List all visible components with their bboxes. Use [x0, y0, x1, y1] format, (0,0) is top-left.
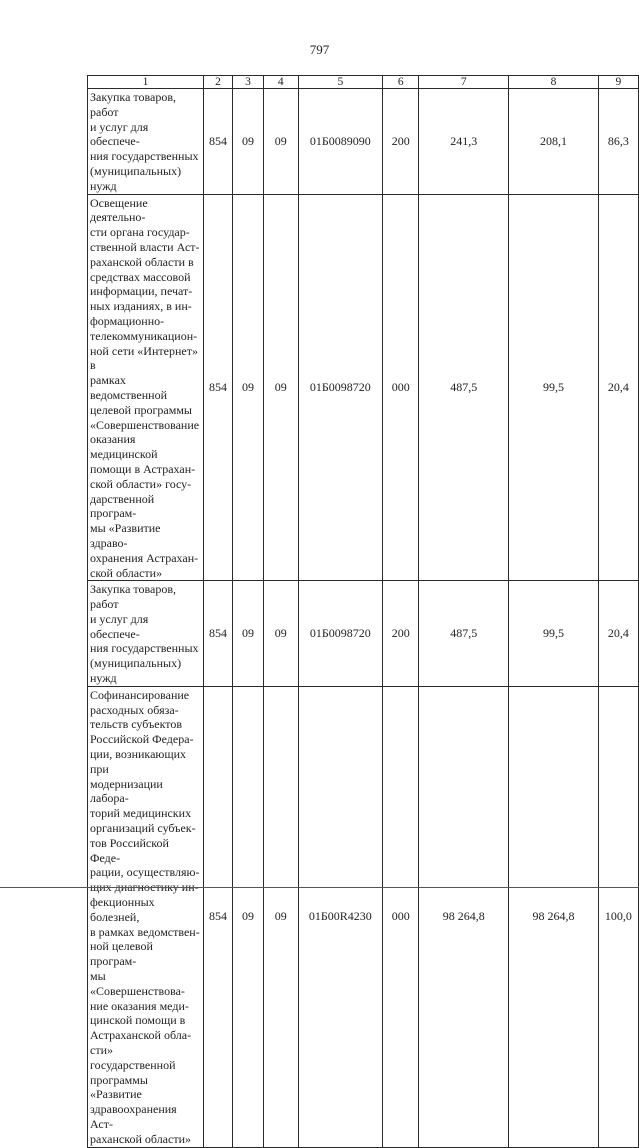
code-ministry-cell: 854 — [203, 581, 232, 687]
description-line: ния государственных — [90, 149, 199, 164]
target-article-cell: 01Б0089090 — [298, 89, 382, 195]
target-article-cell: 01Б0098720 — [298, 581, 382, 687]
table-row — [88, 89, 639, 195]
description-line: рации, осуществляю- — [90, 865, 200, 880]
description-line: в рамках ведомствен- — [90, 924, 200, 939]
bottom-rule — [0, 887, 639, 888]
expense-type-cell: 200 — [382, 581, 419, 687]
column-number: 2 — [203, 76, 232, 89]
description-line: Софинансирование — [90, 687, 190, 702]
column-number: 5 — [298, 76, 382, 89]
percent-cell: 86,3 — [598, 89, 638, 195]
section-cell: 09 — [233, 89, 264, 195]
description-line: помощи в Астрахан- — [90, 461, 196, 476]
description-line: мы «Развитие здраво- — [90, 521, 161, 550]
column-number: 7 — [419, 76, 509, 89]
description-line: целевой программы — [90, 402, 192, 417]
plan-amount-cell: 487,5 — [419, 194, 509, 581]
plan-amount-cell: 241,3 — [419, 89, 509, 195]
column-number: 9 — [598, 76, 638, 89]
section-cell: 09 — [233, 581, 264, 687]
percent-cell: 20,4 — [598, 194, 638, 581]
description-line: торий медицинских — [90, 806, 192, 821]
table-row — [88, 194, 639, 581]
budget-table — [87, 75, 639, 1148]
description-line: раханской области в — [90, 254, 194, 269]
description-line: нужд — [90, 178, 117, 193]
code-ministry-cell: 854 — [203, 686, 232, 1147]
description-line: и услуг для обеспече- — [90, 611, 149, 641]
subsection-cell: 09 — [263, 686, 298, 1147]
section-cell: 09 — [233, 194, 264, 581]
description-line: ных изданиях, в ин- — [90, 299, 192, 314]
description-line: ние оказания меди- — [90, 998, 189, 1013]
description-line: Освещение деятельно- — [90, 195, 148, 225]
table-row — [88, 686, 639, 1147]
column-number: 4 — [263, 76, 298, 89]
description-cell — [88, 686, 204, 1147]
description-line: ции, возникающих при — [90, 747, 187, 776]
executed-amount-cell: 99,5 — [509, 581, 599, 687]
description-line: дарственной програм- — [90, 491, 155, 521]
description-line: Закупка товаров, работ — [90, 90, 176, 119]
description-line: мы «Совершенствова- — [90, 969, 185, 998]
description-line: раханской области» — [90, 1131, 191, 1146]
description-line: ской области» госу- — [90, 476, 192, 491]
description-line: тельств субъектов — [90, 717, 183, 732]
executed-amount-cell: 99,5 — [509, 194, 599, 581]
column-number: 1 — [88, 76, 204, 89]
target-article-cell: 01Б0098720 — [298, 194, 382, 581]
page-number: 797 — [309, 42, 330, 57]
description-line: (муниципальных) — [90, 163, 182, 178]
description-line: сти органа государ- — [90, 225, 190, 240]
subsection-cell: 09 — [263, 581, 298, 687]
percent-cell: 20,4 — [598, 581, 638, 687]
plan-amount-cell: 98 264,8 — [419, 686, 509, 1147]
description-line: фекционных болезней, — [90, 895, 155, 924]
description-line: ной целевой програм- — [90, 939, 153, 969]
description-line: телекоммуникацион- — [90, 328, 198, 343]
description-line: модернизации лабора- — [90, 776, 163, 806]
description-line: ской области» — [90, 565, 163, 580]
description-line: и услуг для обеспече- — [90, 119, 149, 149]
description-line: Российской Федера- — [90, 732, 194, 747]
description-line: Астраханской обла- — [90, 1028, 192, 1043]
description-line: здравоохранения Аст- — [90, 1102, 177, 1131]
executed-amount-cell: 98 264,8 — [509, 686, 599, 1147]
percent-cell: 100,0 — [598, 686, 638, 1147]
description-line: ной сети «Интернет» в — [90, 343, 198, 373]
column-number: 6 — [382, 76, 419, 89]
description-cell — [88, 581, 204, 687]
column-number: 3 — [233, 76, 264, 89]
description-line: Закупка товаров, работ — [90, 582, 176, 612]
description-cell — [88, 194, 204, 581]
plan-amount-cell: 487,5 — [419, 581, 509, 687]
description-line: (муниципальных) — [90, 656, 182, 671]
target-article-cell: 01Б00R4230 — [298, 686, 382, 1147]
description-line: расходных обяза- — [90, 702, 179, 717]
description-line: средствах массовой — [90, 269, 191, 284]
header-row — [88, 76, 639, 89]
description-line: «Совершенствование — [90, 417, 200, 432]
executed-amount-cell: 208,1 — [509, 89, 599, 195]
description-cell — [88, 89, 204, 195]
expense-type-cell: 200 — [382, 89, 419, 195]
subsection-cell: 09 — [263, 194, 298, 581]
table-row — [88, 581, 639, 687]
description-line: ния государственных — [90, 641, 199, 656]
description-line: тов Российской Феде- — [90, 835, 169, 865]
description-line: охранения Астрахан- — [90, 550, 199, 565]
description-line: информации, печат- — [90, 284, 193, 299]
section-cell: 09 — [233, 686, 264, 1147]
description-line: сти» государственной — [90, 1043, 176, 1072]
description-line: оказания медицинской — [90, 432, 158, 462]
description-line: ственной власти Аст- — [90, 239, 200, 254]
description-line: организаций субъек- — [90, 821, 196, 836]
column-number: 8 — [509, 76, 599, 89]
description-line: цинской помощи в — [90, 1013, 186, 1028]
code-ministry-cell: 854 — [203, 89, 232, 195]
expense-type-cell: 000 — [382, 686, 419, 1147]
description-line: рамках ведомственной — [90, 373, 167, 402]
description-line: щих диагностику ин- — [90, 880, 199, 895]
description-line: формационно- — [90, 313, 165, 328]
description-line: программы «Развитие — [90, 1072, 148, 1102]
description-line: нужд — [90, 671, 117, 686]
expense-type-cell: 000 — [382, 194, 419, 581]
subsection-cell: 09 — [263, 89, 298, 195]
code-ministry-cell: 854 — [203, 194, 232, 581]
